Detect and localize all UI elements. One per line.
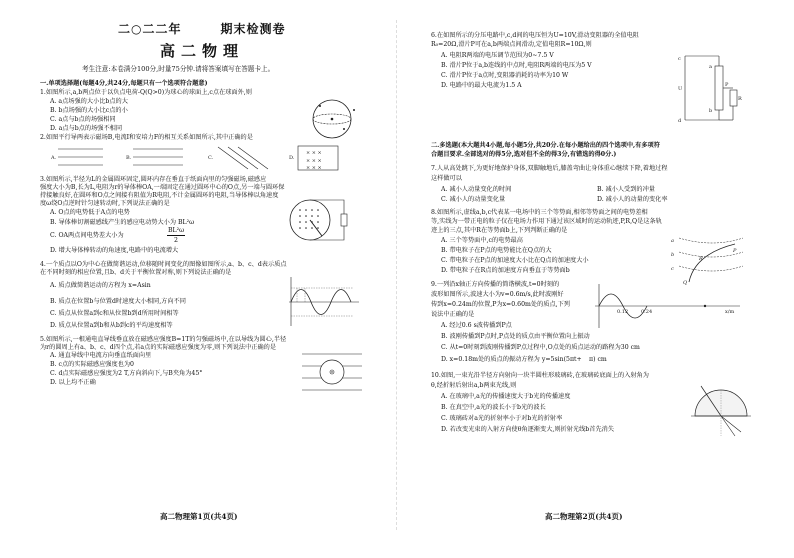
q10-option-b: B. 在真空中,a光的波长小于b光的波长	[441, 404, 546, 411]
q9-stem-4: 说法中正确的是	[431, 311, 475, 318]
q1-option-d: D. a点与b点的场强不相同	[50, 125, 123, 132]
q10-semicircle-figure	[689, 380, 753, 438]
q6-option-a: A. 电阻R两端的电压调节范围为0~7.5 V	[441, 52, 554, 59]
q3-fraction-bar	[167, 235, 185, 236]
q1-stem: 1.如图所示,a,b两点位于以负点电荷-Q(Q>0)为球心的球面上,c点在球面外,则	[40, 89, 252, 96]
q8-field-figure	[659, 234, 747, 286]
svg-text:× × ×: × × ×	[306, 158, 322, 164]
q5-stem-1: 5.如图所示,一根通电直导线垂直放在磁感应强度B=1T的匀强磁场中,在以导线为圆心,半径	[40, 336, 287, 343]
q8-label-p: P	[733, 248, 737, 254]
q9-axis-label: x/m	[725, 309, 735, 315]
q3-option-d: D. 增大导体棒转动的角速度,电路中的电流增大	[50, 247, 179, 254]
right-page-footer: 高二物理第2页(共4页)	[545, 512, 623, 521]
q8-label-r: R	[699, 256, 703, 262]
svg-text:C.: C.	[208, 155, 214, 161]
q3-stem-4: 度ω绕O点逆时针匀速转动时,下列说法正确的是	[40, 200, 170, 207]
q9-option-c: C. 从t=0时刻到波刚传播到P点过程中,O点处的质点运动的路程为30 cm	[441, 344, 640, 351]
exam-title: 二○二二年 期末检测卷	[118, 22, 286, 36]
q4-stem-2: 在不同时刻的相应位置,且b、d关于平衡位置对称,则下列说法正确的是	[40, 269, 232, 276]
q9-tick-1: 0.12	[617, 309, 629, 315]
q3-option-b: B. 导体棒切割磁感线产生的感应电动势大小为 BL²ω	[50, 219, 195, 226]
q8-label-q: Q	[683, 280, 688, 286]
q7-option-d: D. 减小人的动量的变化率	[597, 196, 668, 203]
q8-stem-2: 等,实线为一带正电的粒子仅在电场力作用下通过该区域时的运动轨迹,P,R,Q是这条轨	[431, 218, 662, 225]
q6-label-u: U	[678, 86, 683, 92]
q6-label-a: a	[709, 64, 712, 70]
q3-stem-1: 3.如图所示,半径为L的金属圆环固定,圆环内存在垂直于纸面向里的匀强磁场,磁感应	[40, 176, 267, 183]
q3-option-c: C. OA两点间电势差大小为	[50, 232, 124, 239]
q6-option-b: B. 滑片P位于a,b连线的中点时,电阻R两端的电压为5 V	[441, 62, 592, 69]
q8-option-a: A. 三个等势面中,c的电势最高	[441, 237, 523, 244]
q6-label-p: P	[725, 82, 729, 88]
q3-stem-3: 持接触良好,在圆环和O点之间接有阻值为R电阻,不计金属圆环的电阻,当导体棒以角速度	[40, 192, 279, 199]
q3-option-c-denominator: 2	[174, 237, 178, 244]
q1-option-c: C. a点与b点的场强相同	[50, 116, 116, 123]
q9-option-b: B. 波刚传播到P点时,P点处的质点由平衡位置向上振动	[441, 333, 590, 340]
exam-notice: 考生注意:本卷满分100分,时量75分钟.请将答案填写在答题卡上。	[82, 65, 275, 73]
q8-label-c: c	[671, 266, 674, 272]
q9-stem-1: 9.一列沿x轴正方向传播的简谐横波,t=0时刻的	[431, 281, 560, 288]
left-page-footer: 高二物理第1页(共4页)	[160, 512, 238, 521]
q6-stem-2: R₀=20Ω,滑片P可在a,b两端点间滑动,定值电阻R=10Ω,则	[431, 41, 592, 48]
q9-stem-2: 波形如图所示,波速大小为v=0.6m/s,此时波刚好	[431, 291, 564, 298]
q6-circuit-figure	[675, 52, 743, 124]
svg-text:B.: B.	[126, 155, 132, 161]
q6-label-d: d	[678, 118, 682, 124]
q6-stem-1: 6.在如图所示的分压电路中,c,d间的电压恒为U=10V,滑动变阻器的全值电阻	[431, 32, 639, 39]
q8-label-b: b	[671, 252, 675, 258]
q5-option-c: C. d点实际磁感应强度为2 T,方向斜向下,与B夹角为45°	[50, 370, 203, 377]
right-page	[397, 0, 794, 558]
q6-label-b: b	[709, 108, 713, 114]
q10-option-d: D. 若改变光束的入射方向使θ角逐渐变大,则折射光线b首先消失	[441, 426, 615, 433]
q4-graph-figure	[283, 274, 363, 330]
q5-option-b: B. c点的实际磁感应强度也为0	[50, 361, 134, 368]
q8-option-b: B. 带电粒子在P点的电势能比在Q点的大	[441, 247, 552, 254]
q7-option-b: B. 减小人受到的冲量	[597, 186, 655, 193]
section1-heading: 一.单项选择题(每题4分,共24分,每题只有一个选项符合题意)	[40, 80, 208, 87]
q9-option-d-tail: π) cm	[589, 356, 607, 363]
q7-stem-2: 这样做可以	[431, 175, 462, 182]
section2-heading-1: 二.多选题(本大题共4小题,每小题5分,共20分.在每小题给出的四个选项中,有多项符	[431, 142, 660, 149]
q9-option-a: A. 经过0.6 s波传播到P点	[441, 322, 512, 329]
q7-stem-1: 7.人从高处跳下,为更好地保护身体,双脚触地后,膝盖弯曲让身体重心继续下降,着地过程	[431, 165, 668, 172]
q6-label-c: c	[678, 56, 681, 62]
q8-stem-1: 8.如图所示,虚线a,b,c代表某一电场中的三个等势面,相邻等势面之间的电势差相	[431, 209, 648, 216]
q4-option-d: D. 质点从位置a到b和从b到c的平均速度相等	[50, 322, 173, 329]
q1-sphere-figure	[310, 96, 360, 142]
q4-option-b: B. 质点在位置b与位置d时速度大小相同,方向不同	[50, 298, 186, 305]
q6-option-d: D. 电路中的最大电流为1.5 A	[441, 82, 522, 89]
q3-stem-2: 强度大小为B,长为L,电阻为r的导体棒OA,一端固定在通过圆环中心的O点,另一端与圆环保	[40, 184, 285, 191]
q6-option-c: C. 滑片P位于a点时,变阻器消耗的功率为10 W	[441, 72, 569, 79]
q10-stem-1: 10.如图,一束光沿半径方向射向一块半圆柱形玻璃砖,在玻璃砖底面上的入射角为	[431, 372, 649, 379]
q9-tick-2: 0.24	[641, 309, 653, 315]
q8-option-c: C. 带电粒子在P点的加速度大小比在Q点的加速度大小	[441, 257, 589, 264]
q8-option-d: D. 带电粒子在R点的加速度方向垂直于等势面b	[441, 267, 570, 274]
q5-wire-figure	[300, 346, 364, 396]
q5-option-d: D. 以上均不正确	[50, 379, 96, 386]
q8-stem-3: 迹上的三点,其中R在等势面b上,下列判断正确的是	[431, 227, 568, 234]
q6-label-r: R	[738, 96, 742, 102]
section2-heading-2: 合题目要求.全部选对的得5分,选对但不全的得3分,有错选的得0分.)	[431, 151, 617, 158]
q10-option-a: A. 在玻璃中,a光的传播速度大于b光的传播速度	[441, 393, 571, 400]
q3-option-c-numerator: BL²ω	[168, 227, 185, 234]
q3-ring-figure	[286, 196, 350, 246]
q8-label-a: a	[671, 238, 674, 244]
svg-text:D.: D.	[289, 155, 295, 161]
q10-option-c: C. 玻璃砖对a光的折射率小于对b光的折射率	[441, 415, 563, 422]
q7-option-a: A. 减小人动量变化的时间	[441, 186, 512, 193]
svg-text:A.: A.	[51, 155, 57, 161]
q10-stem-2: θ,经折射后射出a,b两束光线,则	[431, 382, 517, 389]
q4-option-c: C. 质点从位置a到c和从位置b到d所用时间相等	[50, 310, 179, 317]
svg-text:× × ×: × × ×	[306, 150, 322, 156]
q3-option-a: A. O点的电势低于A点的电势	[50, 209, 130, 216]
q5-option-a: A. 通直导线中电流方向垂直纸面向里	[50, 352, 152, 359]
q1-option-a: A. a点场强的大小比b点的大	[50, 98, 128, 105]
q2-options-figure	[48, 143, 348, 173]
q4-option-a: A. 质点做简谐运动的方程为 x=Asin	[50, 282, 151, 289]
q7-option-c: C. 减小人的动量变化量	[441, 196, 506, 203]
q4-stem-1: 4.一个质点以O为中心在做简谐运动,位移随时间变化的图像如图所示,a、b、c、d表示质点	[40, 261, 287, 268]
subject-title: 高二物理	[160, 42, 245, 60]
svg-text:× × ×: × × ×	[306, 165, 322, 171]
q1-option-b: B. b点场强的大小比c点的小	[50, 107, 128, 114]
q9-option-d: D. x=0.18m处的质点的振动方程为 y=5sin(5πt+	[441, 356, 582, 363]
q2-stem: 2.如图平行导两表示磁场B,电流I和安培力F的相互关系如图所示,其中正确的是	[40, 134, 253, 141]
q9-stem-3: 传到x=0.24m的位置,P为x=0.60m处的质点,下列	[431, 301, 570, 308]
q5-stem-2: 为r的圆周上有a、b、c、d四个点,若a点的实际磁感应强度为零,则下列说法中正确的是	[40, 344, 277, 351]
q9-wave-figure	[585, 282, 745, 330]
